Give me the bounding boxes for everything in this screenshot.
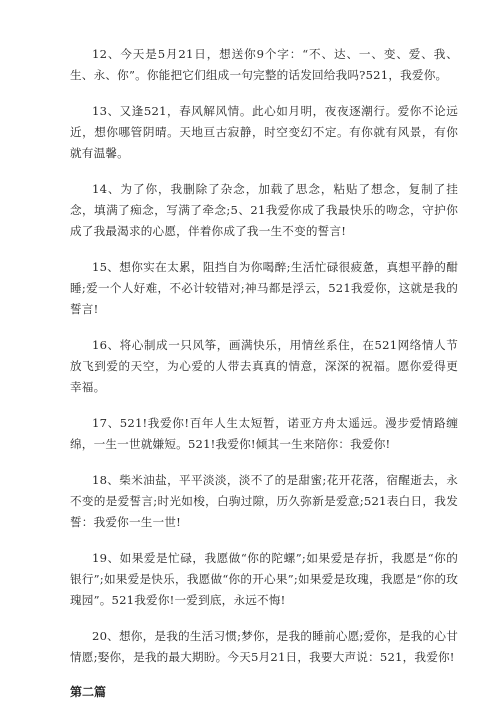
paragraph-12: 12、今天是5月21日，想送你9个字：“不、达、一、变、爱、我、生、永、你”。你能把它们组成一句完整的话发回给我吗?521，我爱你。	[70, 47, 458, 82]
paragraph-18: 18、柴米油盐，平平淡淡，淡不了的是甜蜜;花开花落，宿醒逝去，永不变的是爱誓言;时光如梭，白驹过隙，历久弥新是爱意;521表白日，我发誓：我爱你一生一世!	[70, 473, 458, 529]
paragraph-13: 13、又逢521，春风解风情。此心如月明，夜夜逐潮行。爱你不论远近，想你哪管阴晴。天地亘古寂静，时空变幻不定。有你就有风景，有你就有温馨。	[70, 104, 458, 160]
paragraph-19: 19、如果爱是忙碌，我愿做“你的陀螺”;如果爱是存折，我愿是“你的银行”;如果爱是快乐，我愿做“你的开心果”;如果爱是玫瑰，我愿是“你的玫瑰园”。521我爱你!一爱到底，永远不悔!	[70, 551, 458, 607]
paragraph-17: 17、521!我爱你!百年人生太短暂，诺亚方舟太遥远。漫步爱情路缠绵，一生一世就嫌短。521!我爱你!倾其一生来陪你：我爱你!	[70, 416, 458, 451]
paragraph-14: 14、为了你，我删除了杂念，加载了思念，粘贴了想念，复制了挂念，填满了痴念，写满了牵念;5、21我爱你成了我最快乐的吻念，守护你成了我最渴求的心愿，伴着你成了我一生不变的誓言!	[70, 182, 458, 238]
paragraph-15: 15、想你实在太累，阻挡自为你喝醉;生活忙碌很疲惫，真想平静的酣睡;爱一个人好难，不必计较错对;神马都是浮云，521我爱你，这就是我的誓言!	[70, 260, 458, 316]
section-title: 第二篇	[70, 685, 107, 699]
paragraph-20: 20、想你，是我的生活习惯;梦你，是我的睡前心愿;爱你，是我的心甘情愿;娶你，是我的最大期盼。今天5月21日，我要大声说：521，我爱你!	[70, 629, 458, 664]
paragraph-16: 16、将心制成一只风筝，画满快乐，用情丝系住，在521网络情人节放飞到爱的天空，为心爱的人带去真真的情意，深深的祝福。愿你爱得更幸福。	[70, 338, 458, 394]
